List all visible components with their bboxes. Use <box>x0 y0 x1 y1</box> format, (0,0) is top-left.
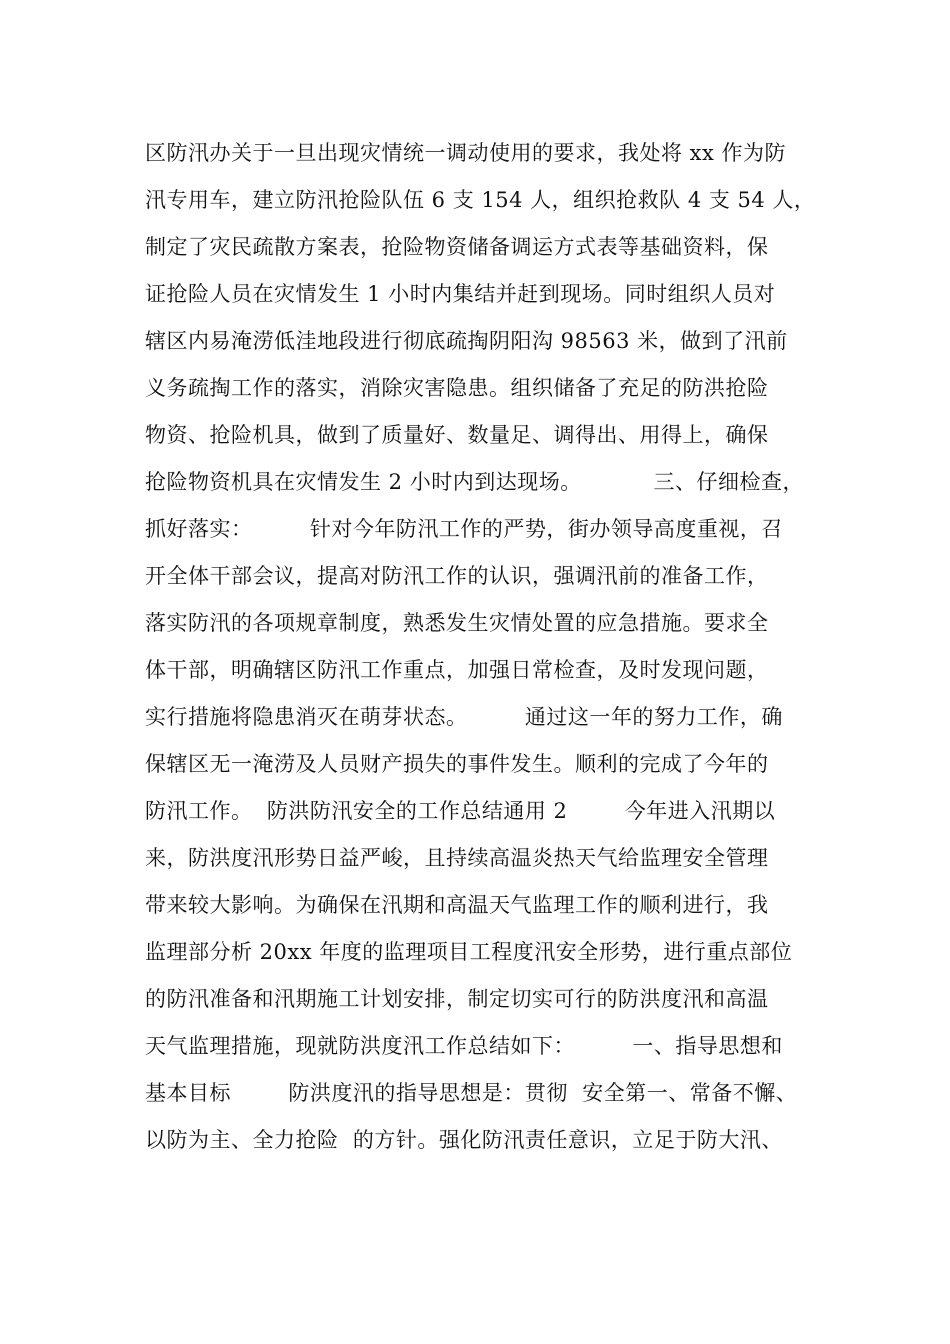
text-line: 义务疏掏工作的落实，消除灾害隐患。组织储备了充足的防洪抢险 <box>145 376 769 400</box>
text-line: 天气监理措施，现就防洪度汛工作总结如下： 一、指导思想和 <box>145 1034 783 1058</box>
text-line: 开全体干部会议，提高对防汛工作的认识，强调汛前的准备工作， <box>145 564 769 588</box>
text-line: 汛专用车，建立防汛抢险队伍 6 支 154 人，组织抢救队 4 支 54 人， <box>145 188 816 212</box>
body-text <box>145 130 825 1164</box>
text-line: 辖区内易淹涝低洼地段进行彻底疏掏阴阳沟 98563 米，做到了汛前 <box>145 329 788 353</box>
text-line: 实行措施将隐患消灭在萌芽状态。 通过这一年的努力工作，确 <box>145 705 783 729</box>
text-line: 以防为主、全力抢险 的方针。强化防汛责任意识，立足于防大汛、 <box>145 1128 783 1152</box>
text-line: 物资、抢险机具，做到了质量好、数量足、调得出、用得上，确保 <box>145 423 769 447</box>
text-line: 防汛工作。 防洪防汛安全的工作总结通用 2 今年进入汛期以 <box>145 799 776 823</box>
text-line: 证抢险人员在灾情发生 1 小时内集结并赶到现场。同时组织人员对 <box>145 282 776 306</box>
text-line: 来，防洪度汛形势日益严峻，且持续高温炎热天气给监理安全管理 <box>145 846 769 870</box>
text-line: 的防汛准备和汛期施工计划安排，制定切实可行的防洪度汛和高温 <box>145 987 769 1011</box>
text-line: 抓好落实： 针对今年防汛工作的严势，街办领导高度重视，召 <box>145 517 783 541</box>
text-line: 基本目标 防洪度汛的指导思想是：贯彻 安全第一、常备不懈、 <box>145 1081 798 1105</box>
text-line: 落实防汛的各项规章制度，熟悉发生灾情处置的应急措施。要求全 <box>145 611 769 635</box>
text-line: 体干部，明确辖区防汛工作重点，加强日常检查，及时发现问题， <box>145 658 769 682</box>
text-line: 制定了灾民疏散方案表，抢险物资储备调运方式表等基础资料，保 <box>145 235 769 259</box>
text-line: 监理部分析 20xx 年度的监理项目工程度汛安全形势，进行重点部位 <box>145 940 793 964</box>
text-line: 保辖区无一淹涝及人员财产损失的事件发生。顺利的完成了今年的 <box>145 752 769 776</box>
text-line: 带来较大影响。为确保在汛期和高温天气监理工作的顺利进行，我 <box>145 893 769 917</box>
text-line: 抢险物资机具在灾情发生 2 小时内到达现场。 三、仔细检查， <box>145 470 804 494</box>
text-line: 区防汛办关于一旦出现灾情统一调动使用的要求，我处将 xx 作为防 <box>145 141 787 165</box>
